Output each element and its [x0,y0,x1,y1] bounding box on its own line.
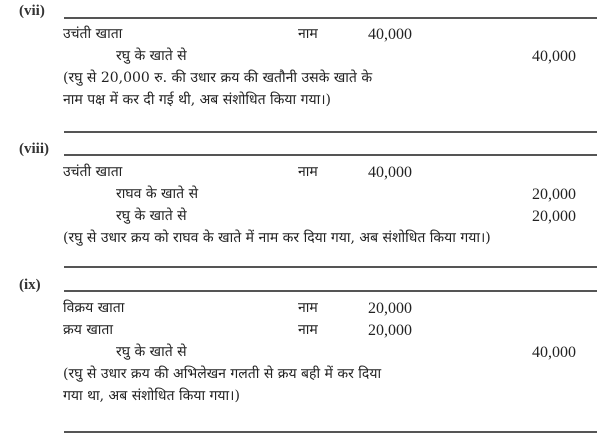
debit-amount: 40,000 [368,26,412,43]
journal-row [0,184,608,205]
journal-row [0,298,608,319]
account-name: उचंती खाता [63,164,123,180]
journal-row [0,320,608,341]
journal-row [0,46,608,67]
journal-row [0,24,608,45]
account-name: रघु के खाते से [116,208,187,224]
entry-label: (ix) [19,277,41,293]
debit-marker: नाम [298,164,318,180]
narration-line: (रघु से उधार क्रय की अभिलेखन गलती से क्रय बही में कर दिया [63,366,382,382]
credit-amount: 20,000 [532,208,576,225]
entry-bottom-rule [64,131,597,133]
debit-amount: 20,000 [368,322,412,339]
debit-amount: 40,000 [368,164,412,181]
credit-amount: 40,000 [532,48,576,65]
narration-line: (रघु से 20,000 रु. की उधार क्रय की खतौनी उसके खाते के [63,70,373,86]
entry-top-rule [64,290,597,292]
journal-row [0,206,608,227]
credit-amount: 40,000 [532,344,576,361]
journal-row [0,342,608,363]
entry-top-rule [64,17,597,19]
account-name: उचंती खाता [63,26,123,42]
account-name: रघु के खाते से [116,344,187,360]
narration-line: (रघु से उधार क्रय को राघव के खाते में नाम कर दिया गया, अब संशोधित किया गया।) [63,230,491,246]
entry-label: (vii) [19,3,45,19]
credit-amount: 20,000 [532,186,576,203]
account-name: विक्रय खाता [63,300,125,316]
entry-bottom-rule [64,266,597,268]
debit-marker: नाम [298,26,318,42]
entry-label: (viii) [19,141,49,157]
account-name: राघव के खाते से [116,186,199,202]
entry-bottom-rule [64,431,597,433]
journal-row [0,162,608,183]
account-name: क्रय खाता [63,322,114,338]
debit-marker: नाम [298,322,318,338]
account-name: रघु के खाते से [116,48,187,64]
debit-marker: नाम [298,300,318,316]
debit-amount: 20,000 [368,300,412,317]
narration-line: नाम पक्ष में कर दी गई थी, अब संशोधित किया गया।) [63,92,331,108]
narration-line: गया था, अब संशोधित किया गया।) [63,388,240,404]
entry-top-rule [64,154,597,156]
